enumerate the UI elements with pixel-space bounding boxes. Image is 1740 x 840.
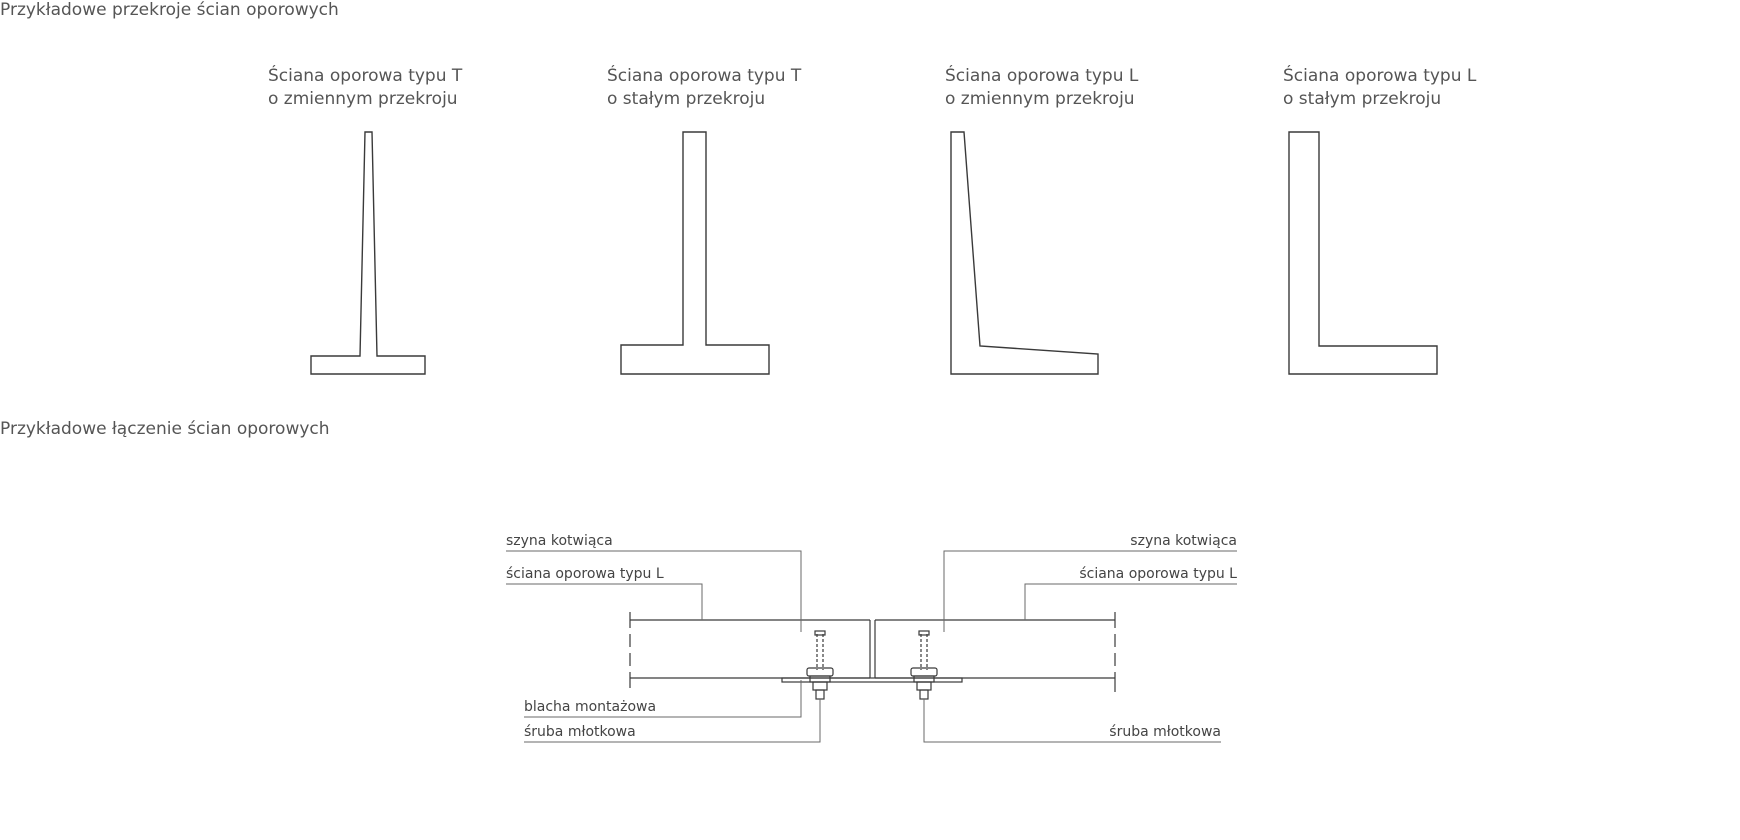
wall-caption-line1: Ściana oporowa typu T: [268, 66, 463, 86]
right-anchor-assembly: [911, 631, 937, 699]
leader-wall-type-left: [506, 584, 702, 620]
leader-wall-type-right: [1025, 584, 1237, 620]
l-wall-variable-section: [951, 132, 1098, 374]
connection-detail: [630, 612, 1115, 699]
wall-caption-line1: Ściana oporowa typu L: [945, 66, 1139, 86]
l-wall-constant-section: [1289, 132, 1437, 374]
wall-caption-line1: Ściana oporowa typu L: [1283, 66, 1477, 86]
wall-caption-line2: o stałym przekroju: [1283, 89, 1442, 109]
label-wall-type-left: ściana oporowa typu L: [506, 566, 664, 582]
label-hammer-bolt-left: śruba młotkowa: [524, 724, 636, 740]
label-mounting-plate: blacha montażowa: [524, 699, 657, 715]
label-anchor-rail-right: szyna kotwiąca: [1130, 533, 1237, 549]
label-anchor-rail-left: szyna kotwiąca: [506, 533, 613, 549]
mounting-plate: [782, 678, 962, 682]
t-wall-constant-section: [621, 132, 769, 374]
wall-caption-line2: o zmiennym przekroju: [268, 89, 458, 109]
cross-sections-title: Przykładowe przekroje ścian oporowych: [0, 0, 339, 20]
wall-caption-line2: o stałym przekroju: [607, 89, 766, 109]
label-wall-type-right: ściana oporowa typu L: [1079, 566, 1237, 582]
label-hammer-bolt-right: śruba młotkowa: [1109, 724, 1221, 740]
wall-caption-line1: Ściana oporowa typu T: [607, 66, 802, 86]
t-wall-variable-section: [311, 132, 425, 374]
left-anchor-assembly: [807, 631, 833, 699]
wall-caption-line2: o zmiennym przekroju: [945, 89, 1135, 109]
connection-title: Przykładowe łączenie ścian oporowych: [0, 419, 330, 439]
